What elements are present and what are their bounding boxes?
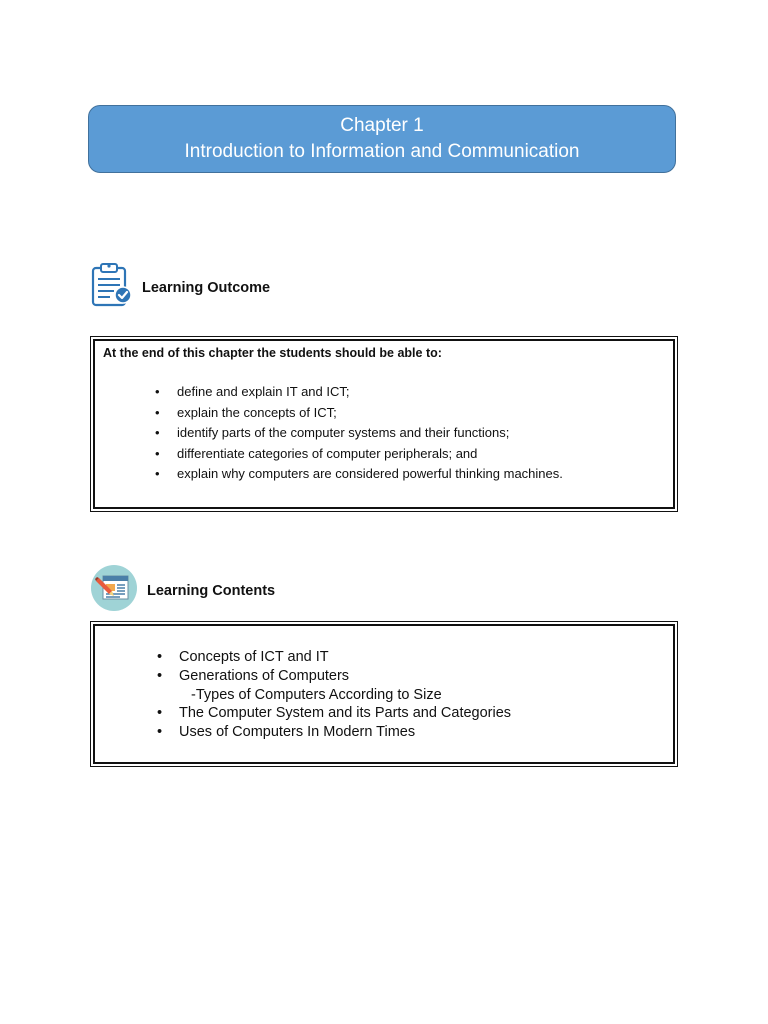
list-item: • explain the concepts of ICT; xyxy=(177,403,665,424)
chapter-number: Chapter 1 xyxy=(340,115,424,136)
learning-contents-header xyxy=(90,564,275,617)
list-item: • explain why computers are considered powerful thinking machines. xyxy=(177,464,665,485)
list-item: • Uses of Computers In Modern Times xyxy=(179,723,665,742)
list-item: • differentiate categories of computer peripherals; and xyxy=(177,444,665,465)
clipboard-check-icon xyxy=(90,262,134,313)
list-subitem: -Types of Computers According to Size xyxy=(191,686,442,703)
list-item: • identify parts of the computer systems and their functions; xyxy=(177,423,665,444)
list-item: • The Computer System and its Parts and Categories xyxy=(179,704,665,723)
learning-outcome-intro: At the end of this chapter the students should be able to: xyxy=(103,346,442,360)
learning-outcome-box xyxy=(93,339,675,509)
learning-outcome-heading: Learning Outcome xyxy=(142,279,271,296)
learning-contents-list xyxy=(103,648,665,742)
chapter-banner xyxy=(88,105,676,173)
learning-contents-heading: Learning Contents xyxy=(147,582,276,599)
chapter-title: Introduction to Information and Communication xyxy=(184,141,580,162)
list-item: • Generations of Computers xyxy=(179,667,665,686)
learning-outcome-list xyxy=(103,382,665,485)
list-item: • Concepts of ICT and IT xyxy=(179,648,665,667)
list-item: • define and explain IT and ICT; xyxy=(177,382,665,403)
learning-contents-box xyxy=(93,624,675,764)
learning-outcome-header xyxy=(90,262,270,313)
document-pencil-icon xyxy=(90,564,138,617)
